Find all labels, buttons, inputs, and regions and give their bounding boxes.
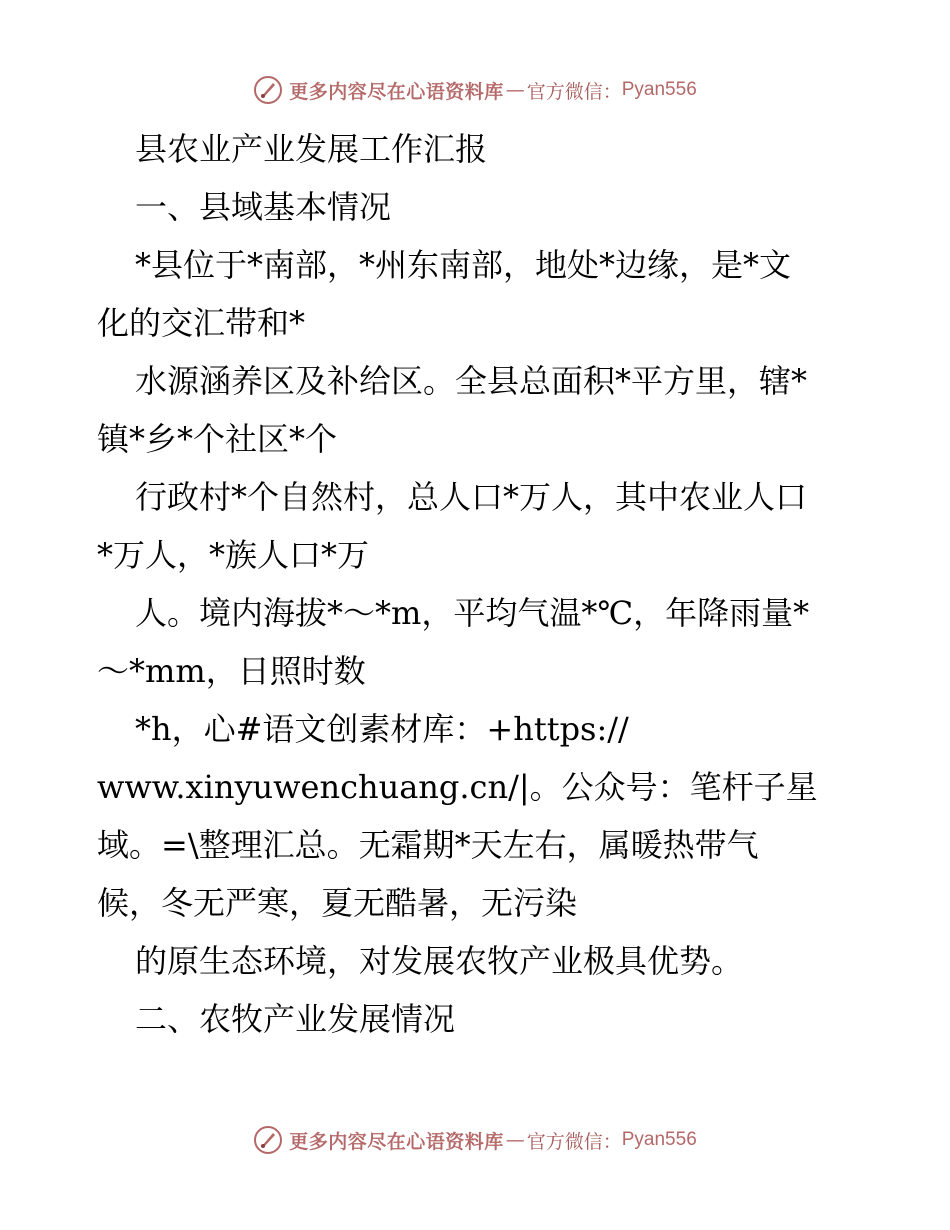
watermark-dash: — [505,79,525,101]
quill-in-circle-icon [253,1125,283,1155]
paragraph-line: *县位于*南部，*州东南部，地处*边缘，是*文 [135,246,792,284]
paragraph-line: 化的交汇带和* [97,304,306,342]
header-watermark [0,70,950,110]
paragraph-line: 候，冬无严寒，夏无酷暑，无污染 [97,884,578,922]
paragraph-line: 人。境内海拔*～*m，平均气温*℃，年降雨量* [135,594,810,632]
paragraph-line: 行政村*个自然村，总人口*万人，其中农业人口 [135,478,808,516]
paragraph-line: ～*mm，日照时数 [97,652,366,690]
watermark-account: Pyan556 [621,1129,697,1150]
paragraph-line: *h，心#语文创素材库：+https:// [135,710,629,748]
paragraph-line: 域。=\整理汇总。无霜期*天左右，属暖热带气 [97,826,759,864]
paragraph-line: 镇*乡*个社区*个 [97,420,338,458]
watermark-account: Pyan556 [621,79,697,100]
section-heading: 二、农牧产业发展情况 [135,1000,456,1038]
watermark-site-text: 更多内容尽在心语资料库 [289,1130,504,1153]
quill-in-circle-icon [253,75,283,105]
document-title: 县农业产业发展工作汇报 [135,130,488,168]
paragraph-line: *万人，*族人口*万 [97,536,370,574]
section-heading: 一、县域基本情况 [135,188,392,226]
watermark-official-label: 官方微信： [526,1130,622,1153]
document-body [97,120,857,1048]
paragraph-line: 的原生态环境，对发展农牧产业极具优势。 [135,942,744,980]
watermark-dash: — [505,1129,525,1151]
paragraph-line: www.xinyuwenchuang.cn/|。公众号：笔杆子星 [97,768,818,806]
footer-watermark [0,1120,950,1160]
watermark-site-text: 更多内容尽在心语资料库 [289,80,504,103]
watermark-official-label: 官方微信： [526,80,622,103]
paragraph-line: 水源涵养区及补给区。全县总面积*平方里，辖* [135,362,808,400]
